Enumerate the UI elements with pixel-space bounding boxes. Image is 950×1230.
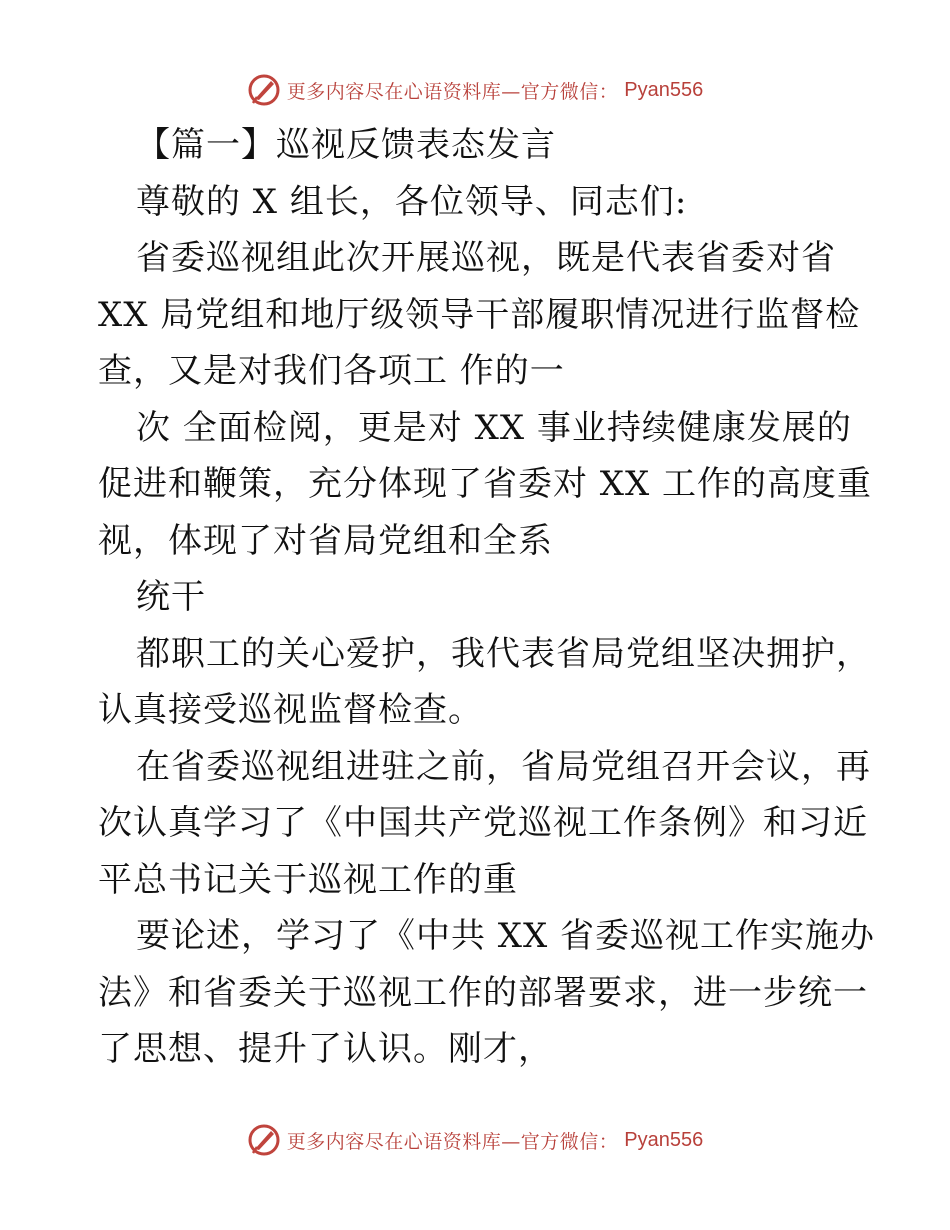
- watermark-text: 更多内容尽在心语资料库—官方微信：: [286, 1130, 619, 1153]
- quill-logo-icon: [247, 1123, 281, 1157]
- wechat-id: Pyan556: [624, 78, 704, 101]
- watermark-banner-bottom: [0, 1120, 950, 1160]
- text-line: XX 局党组和地厅级领导干部履职情况进行监督检: [98, 294, 861, 335]
- text-line: 平总书记关于巡视工作的重: [98, 859, 518, 900]
- text-line: 认真接受巡视监督检查。: [98, 690, 483, 730]
- watermark-text: 更多内容尽在心语资料库—官方微信：: [286, 80, 619, 103]
- text-line: 统干: [136, 577, 206, 617]
- quill-logo-icon: [247, 73, 281, 107]
- paragraph-lines: [98, 174, 876, 1078]
- text-line: 都职工的关心爱护，我代表省局党组坚决拥护，: [136, 633, 871, 674]
- document-title: 【篇一】巡视反馈表态发言: [136, 125, 556, 165]
- text-line: 查，又是对我们各项工 作的一: [98, 351, 565, 391]
- text-line: 次认真学习了《中国共产党巡视工作条例》和习近: [98, 803, 868, 843]
- text-line: 促进和鞭策，充分体现了省委对 XX 工作的高度重: [98, 464, 873, 504]
- text-line: 省委巡视组此次开展巡视，既是代表省委对省: [136, 238, 836, 278]
- watermark-banner-top: [0, 70, 950, 110]
- text-line: 要论述，学习了《中共 XX 省委巡视工作实施办: [136, 916, 876, 956]
- text-line: 视，体现了对省局党组和全系: [98, 520, 553, 561]
- text-line: 在省委巡视组进驻之前，省局党组召开会议，再: [136, 746, 871, 787]
- text-line: 了思想、提升了认识。刚才，: [98, 1029, 553, 1069]
- document-body: [98, 117, 876, 1078]
- text-line: 尊敬的 X 组长，各位领导、同志们:: [136, 181, 688, 222]
- text-line: 法》和省委关于巡视工作的部署要求，进一步统一: [98, 972, 868, 1013]
- wechat-id: Pyan556: [624, 1128, 704, 1151]
- text-line: 次 全面检阅，更是对 XX 事业持续健康发展的: [136, 407, 852, 448]
